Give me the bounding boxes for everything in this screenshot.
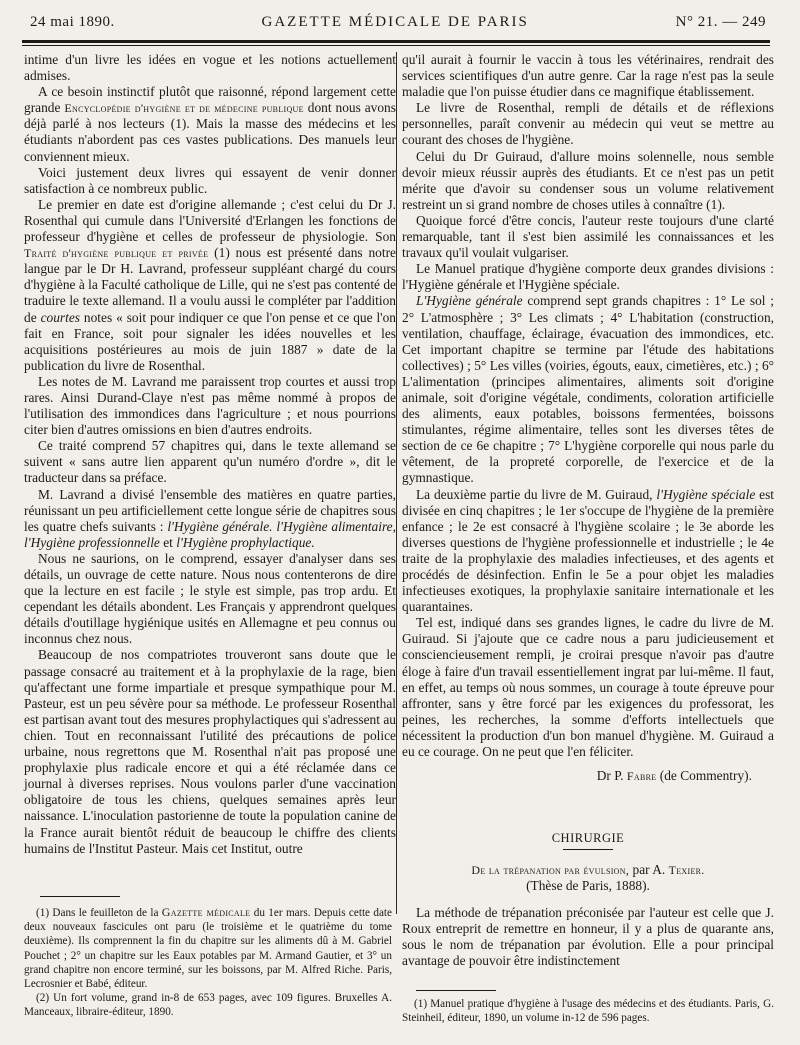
footnote-rule xyxy=(416,990,496,991)
footnote: (2) Un fort volume, grand in-8 de 653 pages, avec 109 figures. Bruxelles A. Manceaux, libraire-éditeur, 1890. xyxy=(24,992,392,1019)
paragraph: Les notes de M. Lavrand me paraissent trop courtes et aussi trop rares. Ainsi Durand-Claye n'est pas même nommé à propos de l'utilisation des immondices dans l'agriculture ; et nous pourrions citer bien d'autres omissions en bien d'autres endroits. xyxy=(24,373,396,438)
article-subtitle: (Thèse de Paris, 1888). xyxy=(526,878,650,894)
paragraph: Le premier en date est d'origine allemande ; c'est celui du Dr J. Rosenthal qui cumule dans l'Université d'Erlangen les fonctions de professeur d'hygiène et celles de professeur de physiologie. Son Traité d'hygiène publique et privée (1) nous est présenté dans notre langue par le Dr H. Lavrand, professeur suppléant chargé du cours d'hygiène à la Faculté catholique de Lille, qui ne s'est pas contenté de traduire le texte allemand. Il a voulu aussi le compléter par l'addition de courtes notes « soit pour indiquer ce que l'on pense et ce que l'on fait en France, soit pour signaler les idées nouvelles et les acquisitions postérieures au mois de juin 1887 » date de la publication du livre de Rosenthal. xyxy=(24,196,396,373)
issue-page-number: N° 21. — 249 xyxy=(675,14,766,30)
left-footnotes xyxy=(24,905,392,1020)
footnote: (1) Manuel pratique d'hygiène à l'usage des médecins et des étudiants. Paris, G. Steinheil, éditeur, 1890, un volume in-12 de 596 pages. xyxy=(402,998,774,1025)
section-heading: CHIRURGIE xyxy=(551,831,625,846)
article-title: De la trépanation par évulsion, par A. Texier. xyxy=(471,862,705,878)
paragraph: M. Lavrand a divisé l'ensemble des matières en quatre parties, réunissant un peu artificiellement cette longue série de chapitres sous les quatre chefs suivants : l'Hygiène générale. l'Hygiène alimentaire, l'Hygiène professionnelle et l'Hygiène prophylactique. xyxy=(24,486,396,550)
section-heading-rule xyxy=(563,849,613,850)
paragraph: Ce traité comprend 57 chapitres qui, dans le texte allemand se suivent « sans autre lien apparent qu'un numéro d'ordre », dit le traducteur dans sa préface. xyxy=(24,438,396,486)
paragraph: Celui du Dr Guiraud, d'allure moins solennelle, nous semble devoir mieux réussir auprès des étudiants. Et ce n'est pas un petit mérite que d'avoir su condenser sous un volume relativement restreint un si grand nombre de choses utiles à connaître (1). xyxy=(402,148,774,212)
paragraph: Le Manuel pratique d'hygiène comporte deux grandes divisions : l'Hygiène générale et l'Hygiène spéciale. xyxy=(402,261,774,293)
author-signature: Dr P. Fabre (de Commentry). xyxy=(596,768,752,784)
traite-title: Traité d'hygiène publique et privée xyxy=(24,246,209,261)
header-rule-thin xyxy=(22,45,770,46)
footnote-rule xyxy=(40,896,120,897)
paragraph: L'Hygiène générale comprend sept grands chapitres : 1° Le sol ; 2° L'atmosphère ; 3° Les climats ; 4° L'habitation (construction, ventilation, chauffage, éclairage, évacuation des immondices, etc. Cet important chapitre se termine par l'étude des habitations collectives) ; 5° Les villes (voiries, égouts, eaux, cimetières, etc.) ; 6° L'alimentation (principes alimentaires, aliments soit d'origine animale, soit d'origine végétale, condiments, coloration artificielle des aliments, eaux potables, boissons fermentées, boissons stimulantes, régime alimentaire, telles sont les diverses têtes de section de ce 6e chapitre ; 7° L'hygiène corporelle qui nous parle du vêtement, de la propreté corporelle, de l'exercice et de la gymnastique. xyxy=(402,293,775,486)
footnote: (1) Dans le feuilleton de la Gazette médicale du 1er mars. Depuis cette date deux nouveaux fascicules ont paru (le troisième et le quatrième du tome deuxième). Ils comprennent la fin du chapitre sur les aliments dû à M. Gabriel Pouchet ; 2° un chapitre sur les Eaux potables par M. Armand Gautier, et 3° un grand chapitre non encore terminé, sur les boissons, par M. Alfred Riche. Paris, Lecrosnier et Babé, éditeur. xyxy=(24,905,393,991)
right-column xyxy=(402,52,774,969)
paragraph: qu'il aurait à fournir le vaccin à tous les vétérinaires, rendrait des services scientifiques d'un autre genre. Car la rage n'est pas la seule maladie que l'on puisse étudier dans ce magnifique établissement. xyxy=(402,52,774,100)
paragraph: La deuxième partie du livre de M. Guiraud, l'Hygiène spéciale est divisée en cinq chapitres ; le 1er s'occupe de l'hygiène de la première enfance ; le 2e est consacré à l'hygiène scolaire ; le 3e aborde les diverses questions de l'hygiène professionnelle et industrielle ; le 4e traite de la prophylaxie des maladies infectieuses, et des agents et procédés de désinfection. Enfin le 5e a pour objet les maladies infectieuses exotiques, la prophylaxie sanitaire internationale et les quarantaines. xyxy=(402,486,774,615)
right-footnotes xyxy=(402,997,774,1025)
left-column xyxy=(24,52,396,857)
paragraph: intime d'un livre les idées en vogue et les notions actuellement admises. xyxy=(24,52,396,84)
header-rule-thick xyxy=(22,40,770,43)
paragraph: Le livre de Rosenthal, rempli de détails et de réflexions personnelles, paraît convenir au médecin qui veut se mettre au courant des choses de l'hygiène. xyxy=(402,100,774,148)
issue-date: 24 mai 1890. xyxy=(30,14,115,30)
encyclopedie-title: Encyclopédie d'hygiène et de médecine publique xyxy=(64,101,304,116)
paragraph: Tel est, indiqué dans ses grandes lignes, le cadre du livre de M. Guiraud. Si j'ajoute que ce cadre nous a paru judicieusement et consciencieusement rempli, je croirai presque n'avoir pas d'autre éloge à faire d'un travail essentiellement ingrat par lui-même. Il faut, en effet, au temps où nous sommes, un courage à toute épreuve pour affronter, sans y être forcé par les exigences du professorat, les peines, les recherches, la somme d'efforts intellectuels que nécessitent la production d'un bon manuel d'hygiène. M. Guiraud a eu ce courage. On ne peut que l'en féliciter. xyxy=(402,615,774,760)
journal-title: GAZETTE MÉDICALE DE PARIS xyxy=(261,14,529,30)
paragraph: Beaucoup de nos compatriotes trouveront sans doute que le passage consacré au traitement et à la prophylaxie de la rage, bien qu'affectant une forme impartiale et presque sympathique pour M. Pasteur, est un peu sévère pour sa méthode. Le professeur Rosenthal est partisan avant tout des mesures prophylactiques qui s'adressent au chien. Tout en reconnaissant l'utilité des précautions de police urbaine, nous regrettons que M. Rosenthal n'ait pas proposé une prophylaxie plus radicale encore et qui a été réclamée dans ce journal à diverses reprises. Nous voulons parler d'une vaccination obligatoire de tous les chiens, quelques semaines après leur naissance. L'inoculation pastorienne de toute la population canine de la France aurait bientôt réduit de beaucoup le chiffre des clients humains de l'Institut Pasteur. Mais cet Institut, outre xyxy=(24,647,396,856)
paragraph: Quoique forcé d'être concis, l'auteur reste toujours d'une clarté remarquable, tant il s'est bien assimilé les connaissances et les travaux qu'il voulait vulgariser. xyxy=(402,212,774,261)
paragraph: Nous ne saurions, on le comprend, essayer d'analyser dans ses détails, un ouvrage de cette nature. Nous nous contenterons de dire que la lecture en est facile ; le style est simple, pas trop ardu. Et cependant les détails abondent. Les Français y apprendront quelques détails d'outillage hygiénique usités en Allemagne et peu connus ou inconnus chez nous. xyxy=(24,550,396,647)
paragraph: La méthode de trépanation préconisée par l'auteur est celle que J. Roux entreprit de remettre en honneur, il y a plus de quarante ans, sous le nom de trépanation par évolution. Elle a pour principal avantage de pouvoir être indistinctement xyxy=(402,904,774,968)
paragraph: Voici justement deux livres qui essayent de venir donner satisfaction à ce nombreux public. xyxy=(24,164,396,196)
paragraph: A ce besoin instinctif plutôt que raisonné, répond largement cette grande Encyclopédie d'hygiène et de médecine publique dont nous avons déjà parlé à nos lecteurs (1). Mais la masse des médecins et les étudiants n'abordent pas ces vastes publications. Des manuels leur conviennent mieux. xyxy=(24,84,396,164)
column-divider xyxy=(396,52,397,914)
running-head xyxy=(30,14,766,36)
